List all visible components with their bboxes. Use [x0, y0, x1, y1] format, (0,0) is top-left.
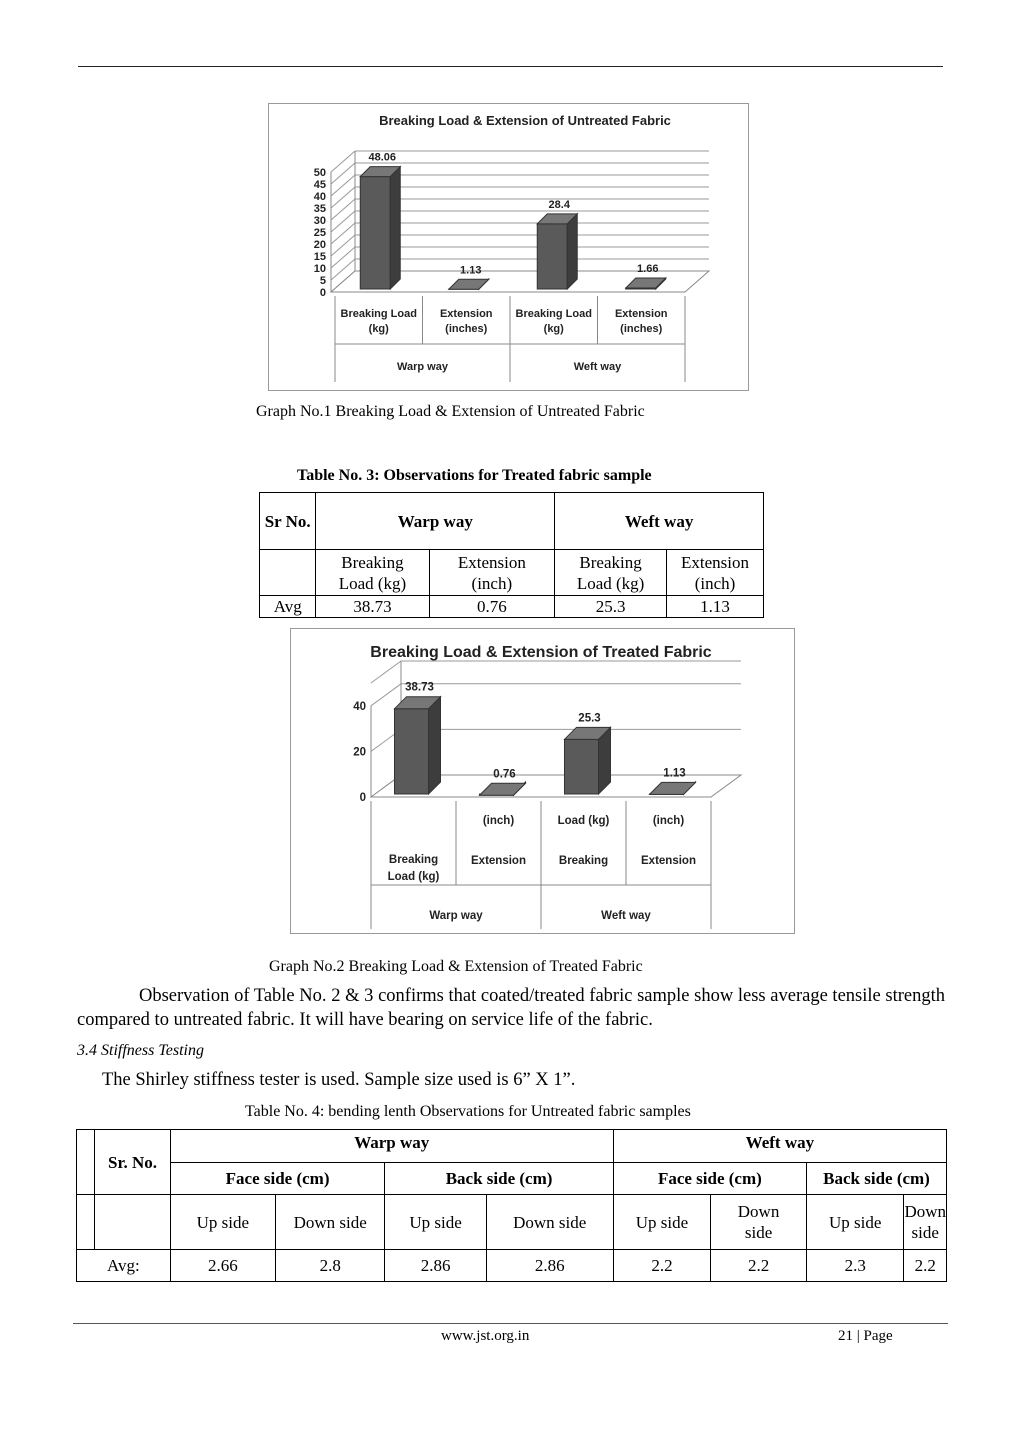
table4-cell: 2.2 — [711, 1250, 807, 1282]
table3-cell: 38.73 — [316, 596, 429, 618]
data-label: 1.13 — [460, 264, 482, 277]
y-tick-label: 35 — [313, 203, 326, 215]
bar — [360, 177, 390, 289]
table4-cell: 2.66 — [170, 1250, 275, 1282]
table3-weft-header: Weft way — [555, 493, 764, 550]
category-label: Extension — [614, 308, 668, 320]
footer-url: www.jst.org.in — [441, 1328, 530, 1344]
gridline-side — [371, 684, 401, 706]
graph2-caption: Graph No.2 Breaking Load & Extension of Treated Fabric — [269, 958, 643, 975]
group-label: Warp way — [397, 361, 448, 373]
category-label: (inch) — [482, 815, 515, 827]
observation-text: Observation of Table No. 2 & 3 confirms that coated/treated fabric sample show less average tensile strength compared to untreated fabric. It will have bearing on service life of the fabric. — [77, 986, 945, 1030]
table4-cell: 2.86 — [385, 1250, 486, 1282]
y-tick-label: 30 — [313, 215, 326, 227]
header-rule — [78, 66, 943, 67]
graph2-figure — [290, 628, 795, 934]
footer-page-number: 21 | Page — [838, 1328, 893, 1344]
y-tick-label: 0 — [319, 287, 326, 299]
table4-title: Table No. 4: bending lenth Observations for Untreated fabric samples — [245, 1103, 691, 1120]
table4-cell: 2.3 — [807, 1250, 904, 1282]
table4 — [76, 1129, 947, 1282]
category-label: (kg) — [368, 323, 389, 335]
category-label: Breaking — [558, 855, 609, 867]
gridline-side — [331, 235, 355, 256]
category-label: (inches) — [620, 323, 663, 335]
group-label: Weft way — [601, 910, 651, 922]
table4-empty-cell — [95, 1195, 171, 1250]
table4-cell: 2.8 — [275, 1250, 384, 1282]
gridline-side — [331, 175, 355, 196]
gridline-side — [331, 187, 355, 208]
y-tick-label: 40 — [353, 700, 366, 713]
table4-subheader: Down side — [711, 1195, 807, 1250]
bar — [565, 739, 599, 794]
data-label: 1.13 — [663, 767, 686, 780]
gridline-side — [331, 163, 355, 184]
category-label: (kg) — [543, 323, 564, 335]
data-label: 1.66 — [637, 263, 659, 276]
table3 — [259, 492, 764, 618]
table4-avg-label: Avg: — [77, 1250, 171, 1282]
data-label: 0.76 — [493, 768, 516, 781]
data-label: 38.73 — [405, 681, 434, 694]
table4-cell: 2.2 — [613, 1250, 710, 1282]
category-label: Extension — [641, 855, 696, 867]
stiffness-paragraph: The Shirley stiffness tester is used. Sample size used is 6” X 1”. — [102, 1070, 576, 1090]
category-label: Extension — [439, 308, 493, 320]
graph1-chart — [269, 104, 747, 389]
chart-title: Breaking Load & Extension of Untreated Fabric — [379, 113, 671, 128]
table3-cell: 0.76 — [429, 596, 555, 618]
graph1-figure — [268, 103, 749, 391]
data-label: 25.3 — [578, 712, 601, 725]
table4-cell: 2.86 — [486, 1250, 613, 1282]
bar — [395, 709, 429, 794]
observation-paragraph — [77, 984, 945, 1032]
category-label: Breaking — [388, 854, 439, 866]
table4-weft-header: Weft way — [613, 1130, 946, 1163]
table4-subheader: Down side — [904, 1195, 947, 1250]
table4-subheader: Up side — [807, 1195, 904, 1250]
section-heading: 3.4 Stiffness Testing — [77, 1042, 204, 1059]
table4-weft-face: Face side (cm) — [613, 1163, 806, 1195]
bar-side — [390, 167, 400, 289]
graph2-chart — [291, 629, 793, 932]
table3-subheader: Extension (inch) — [667, 550, 764, 596]
bar-side — [567, 214, 577, 289]
table4-subheader: Down side — [275, 1195, 384, 1250]
y-tick-label: 45 — [313, 179, 326, 191]
category-label: Load (kg) — [387, 871, 440, 883]
table4-subheader: Down side — [486, 1195, 613, 1250]
y-tick-label: 50 — [313, 167, 326, 179]
table4-warp-header: Warp way — [170, 1130, 613, 1163]
y-tick-label: 15 — [313, 251, 326, 263]
table4-empty-cell — [77, 1195, 95, 1250]
table3-warp-header: Warp way — [316, 493, 555, 550]
table4-srno-header: Sr. No. — [95, 1130, 171, 1195]
table3-subheader: Breaking Load (kg) — [555, 550, 667, 596]
bar-side — [429, 697, 441, 794]
y-tick-label: 20 — [313, 239, 326, 251]
data-label: 28.4 — [548, 198, 570, 211]
gridline-side — [331, 223, 355, 244]
y-tick-label: 5 — [319, 275, 326, 287]
category-label: Breaking Load — [515, 308, 592, 320]
gridline-side — [331, 199, 355, 220]
bar — [537, 224, 567, 289]
table3-cell: 25.3 — [555, 596, 667, 618]
table3-empty-cell — [260, 550, 316, 596]
group-label: Weft way — [573, 361, 622, 373]
footer-rule — [73, 1323, 948, 1324]
gridline-side — [331, 211, 355, 232]
data-label: 48.06 — [368, 151, 397, 164]
y-tick-label: 20 — [353, 746, 366, 759]
table4-subheader: Up side — [613, 1195, 710, 1250]
category-label: (inch) — [652, 815, 685, 827]
table4-subheader: Up side — [385, 1195, 486, 1250]
category-label: (inches) — [445, 323, 488, 335]
gridline-side — [371, 661, 401, 683]
table3-srno-header: Sr No. — [260, 493, 316, 550]
y-tick-label: 40 — [313, 191, 326, 203]
table4-cell: 2.2 — [904, 1250, 947, 1282]
category-label: Extension — [471, 855, 526, 867]
table4-warp-back: Back side (cm) — [385, 1163, 613, 1195]
gridline-side — [331, 151, 355, 172]
y-tick-label: 0 — [359, 792, 366, 804]
table3-subheader: Breaking Load (kg) — [316, 550, 429, 596]
table3-subheader: Extension (inch) — [429, 550, 555, 596]
table4-gutter-cell — [77, 1130, 95, 1195]
table4-weft-back: Back side (cm) — [807, 1163, 947, 1195]
chart-title: Breaking Load & Extension of Treated Fabric — [370, 644, 712, 661]
category-label: Breaking Load — [340, 308, 417, 320]
y-tick-label: 25 — [313, 227, 326, 239]
table3-avg-label: Avg — [260, 596, 316, 618]
table4-warp-face: Face side (cm) — [170, 1163, 385, 1195]
table3-cell: 1.13 — [667, 596, 764, 618]
table3-title: Table No. 3: Observations for Treated fabric sample — [297, 467, 652, 484]
gridline-side — [331, 247, 355, 268]
graph1-caption: Graph No.1 Breaking Load & Extension of Untreated Fabric — [256, 403, 645, 420]
table4-subheader: Up side — [170, 1195, 275, 1250]
group-label: Warp way — [429, 910, 483, 922]
category-label: Load (kg) — [557, 815, 610, 827]
y-tick-label: 10 — [313, 263, 326, 275]
